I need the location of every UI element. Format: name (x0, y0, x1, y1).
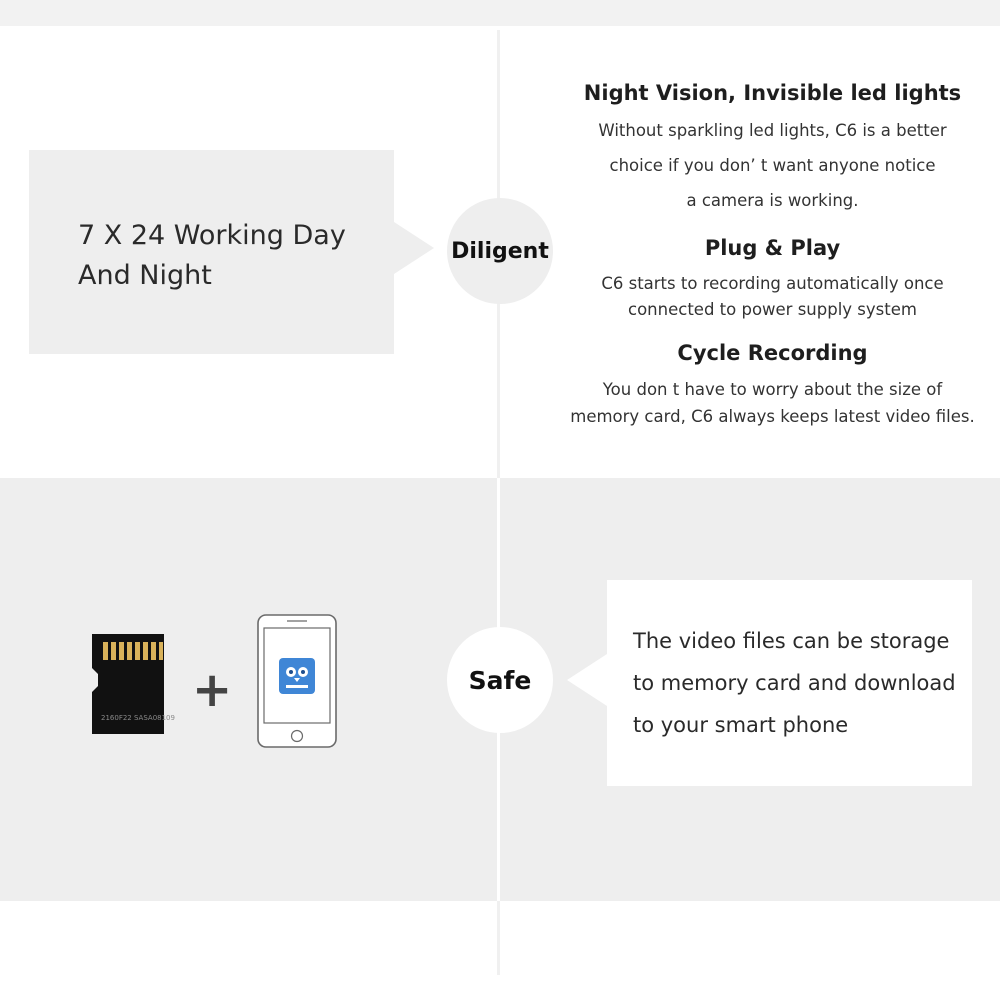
working-callout-text (78, 216, 388, 296)
smartphone-icon (257, 614, 337, 748)
plus-sign: + (192, 662, 233, 718)
diligent-badge (447, 198, 553, 304)
feature-line: You don t have to worry about the size of (602, 380, 943, 399)
safe-badge (447, 627, 553, 733)
center-divider-foot (497, 901, 500, 975)
owl-app-icon (279, 658, 315, 694)
storage-callout-arrow (567, 654, 607, 706)
safe-badge-label: Safe (468, 665, 532, 695)
feature-line: Without sparkling led lights, C6 is a better (598, 121, 947, 140)
storage-callout-text (633, 620, 968, 746)
working-callout-arrow (394, 222, 434, 274)
sd-card-label: 2160F22 SASA08109 (101, 714, 175, 722)
feature-title: Cycle Recording (677, 341, 868, 365)
feature-title: Plug & Play (704, 236, 841, 260)
top-strip (0, 0, 1000, 26)
feature-cycle-recording (550, 338, 995, 430)
feature-plug-play (550, 233, 995, 323)
feature-line: a camera is working. (686, 191, 859, 210)
footer-section (0, 901, 1000, 1000)
storage-callout-line: to your smart phone (633, 713, 849, 737)
storage-callout-line: to memory card and download (633, 671, 956, 695)
feature-title: Night Vision, Invisible led lights (583, 81, 962, 105)
feature-line: C6 starts to recording automatically once (601, 274, 944, 293)
diligent-badge-label: Diligent (451, 238, 549, 264)
feature-night-vision (550, 78, 995, 218)
working-callout-line-2: And Night (78, 260, 212, 291)
feature-line: memory card, C6 always keeps latest video files. (570, 407, 975, 426)
feature-line: connected to power supply system (628, 300, 917, 319)
feature-list (550, 78, 995, 430)
feature-line: choice if you don’ t want anyone notice (609, 156, 936, 175)
sd-card-icon (92, 634, 175, 734)
storage-callout-line: The video files can be storage (633, 629, 950, 653)
working-callout-line-1: 7 X 24 Working Day (78, 220, 346, 251)
